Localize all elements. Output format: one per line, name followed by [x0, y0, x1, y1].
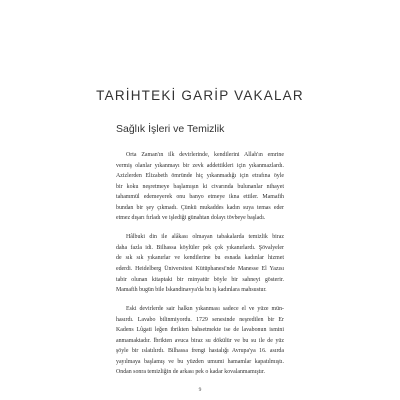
text-line: Mamafih bugün bile İskandinavya'da bu iş kadınlara mahsustur. [116, 287, 267, 294]
page-number: 9 [198, 387, 202, 393]
text-line: şöyle bir ıslatılırdı. Bilhassa frengi hastalığı Avrupa'ya 16. asırda [116, 348, 284, 355]
text-line: anmamaktadır. İbrikten avuca biraz su dökülür ve bu su ile de yüz [116, 337, 284, 344]
text-line: tahammül edemeyerek onu banyo etmeye ikna ettiler. Mamafih [116, 194, 284, 201]
text-line: Ondan sonra temizliğin de arkası pek o kadar kovalanmamıştır. [116, 369, 266, 376]
text-line: Eski devirlerde sair halkın yıkanması sadece el ve yüze mün- [126, 306, 284, 313]
text-line: bir koku neşretmeye başlamışın ki civarında bulunanlar nihayet [116, 183, 284, 190]
text-line: bundan bir şey çıkmadı. Çünkü mukaddes kadın suya temas eder [116, 204, 284, 211]
text-line: yayılmaya başlamış ve bu yüzden umumi hamamlar kapatılmıştı. [116, 358, 284, 365]
text-line: ederdi. Heidelberg Üniversitesi Kütüphanesi'nde Manesse El Yazısı [116, 265, 284, 272]
paragraph-3 [116, 304, 284, 378]
text-line: Hâlbuki din ile alâkası olmayan tabakalarda temizlik biraz [126, 234, 284, 241]
text-line: Orta Zaman'ın ilk devirlerinde, kendilerini Allah'ın emrine [126, 152, 284, 158]
text-line: etmez dışarı fırladı ve işlediği günahtan dolayı tövbeye başladı. [116, 215, 266, 222]
text-line: hasırdı. Lavabo bilinmiyordu. 1729 senesinde neşredilen bir Er [116, 316, 284, 323]
text-line: Azizlerden Elizabeth ömründe hiç yıkanmadığı için etrafına öyle [116, 173, 284, 180]
text-line: Kadens Lûgati leğen ibrikten bahsetmekte ise de lavabonun ismini [116, 327, 284, 334]
text-line: tabir olunan kitaptaki bir minyatür böyle bir sahneyi gösterir. [116, 276, 284, 283]
paragraph-2 [116, 232, 284, 295]
section-title: Sağlık İşleri ve Temizlik [116, 123, 225, 135]
body-text [116, 150, 284, 386]
text-line: vermiş olanlar yıkanmayı bir zevk addettikleri için yıkanmazlardı. [116, 162, 284, 169]
chapter-title: TARİHTEKİ GARİP VAKALAR [96, 88, 304, 103]
text-line: daha fazla idi. Bilhassa köylüler pek çok yıkanırlardı. Şövalyeler [116, 244, 284, 251]
paragraph-1 [116, 150, 284, 224]
text-line: de sık sık yıkanırlar ve kendilerine bu esnada kadınlar hizmet [116, 255, 284, 262]
